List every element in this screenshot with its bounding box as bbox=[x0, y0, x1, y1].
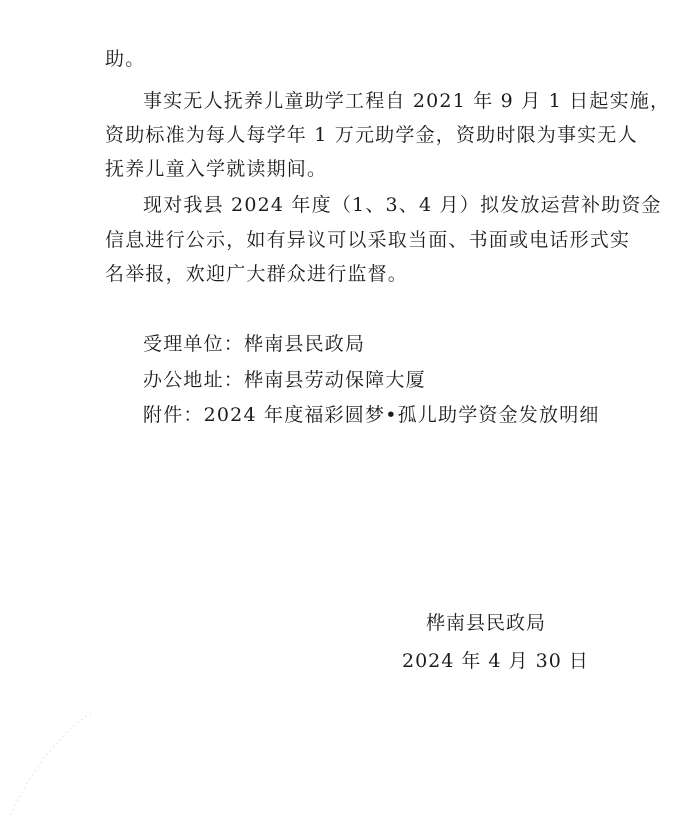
attachment-note: 附件：2024 年度福彩圆梦•孤儿助学资金发放明细 bbox=[143, 404, 600, 426]
office-address: 办公地址：桦南县劳动保障大厦 bbox=[143, 369, 426, 391]
scan-artifact bbox=[0, 665, 200, 825]
paragraph-2-line-3: 名举报，欢迎广大群众进行监督。 bbox=[105, 263, 409, 285]
accepting-unit: 受理单位：桦南县民政局 bbox=[143, 333, 366, 355]
paragraph-continuation-line: 助。 bbox=[105, 48, 146, 70]
paragraph-1-line-2: 资助标准为每人每学年 1 万元助学金，资助时限为事实无人 bbox=[105, 124, 638, 146]
paragraph-2-line-1: 现对我县 2024 年度（1、3、4 月）拟发放运营补助资金 bbox=[143, 194, 662, 216]
paragraph-1-line-1: 事实无人抚养儿童助学工程自 2021 年 9 月 1 日起实施， bbox=[143, 90, 671, 112]
signature-date: 2024 年 4 月 30 日 bbox=[402, 650, 589, 672]
paragraph-2-line-2: 信息进行公示，如有异议可以采取当面、书面或电话形式实 bbox=[105, 229, 631, 251]
signature-organization: 桦南县民政局 bbox=[426, 612, 547, 634]
paragraph-1-line-3: 抚养儿童入学就读期间。 bbox=[105, 158, 328, 180]
